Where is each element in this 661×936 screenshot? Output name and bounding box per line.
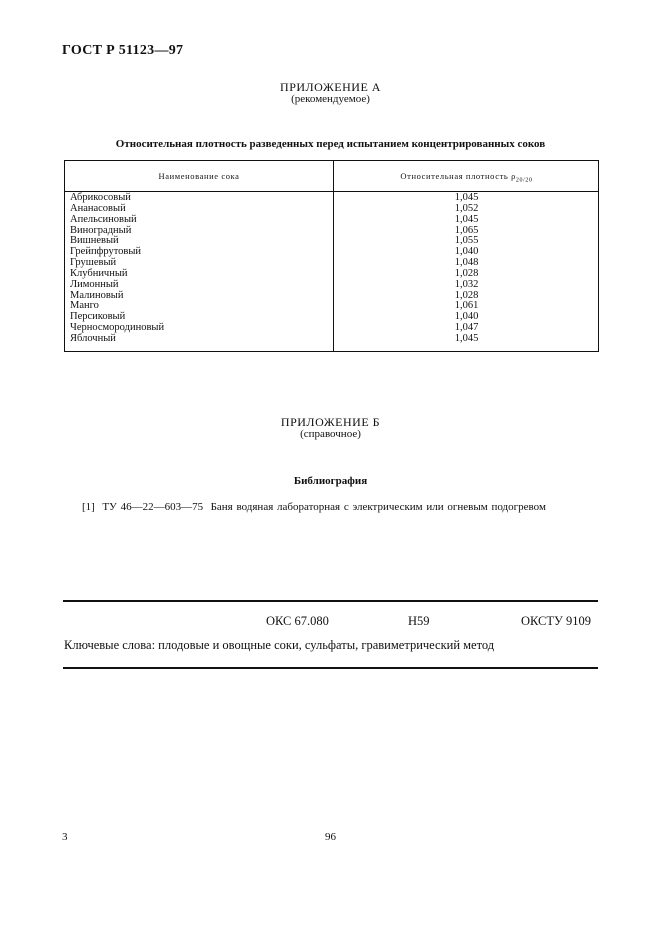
page-number-center: 96 [325,831,336,843]
density-value-cell: 1,045 [454,213,479,225]
juice-name-cell: Грейпфрутовый [70,246,142,258]
juice-name-cell: Манго [70,300,99,312]
juice-name-cell: Черносмородиновый [70,322,165,334]
juice-name-cell: Ананасовый [70,202,126,214]
juice-name-cell: Грушевый [70,257,117,269]
juice-name-cell: Персиковый [70,311,126,323]
table-row [65,291,598,302]
density-value-cell: 1,061 [454,300,479,312]
table-row [65,269,598,280]
density-value-cell: 1,047 [454,322,479,334]
table-row [65,334,598,345]
table-row [65,226,598,237]
juice-name-cell: Яблочный [70,332,116,344]
density-value-cell: 1,065 [454,224,479,236]
appendix-b-title: ПРИЛОЖЕНИЕ Б [280,415,381,429]
table-row [65,258,598,269]
density-value-cell: 1,028 [454,289,479,301]
bibliography-entry: [1] ТУ 46—22—603—75 Баня водяная лабораторная с электрическим или огневым подогревом [82,501,546,513]
table-row [65,247,598,258]
divider-top [63,600,598,602]
density-value-cell: 1,052 [454,202,479,214]
table-caption: Относительная плотность разведенных перед испытанием концентрированных соков [115,138,546,150]
density-value-cell: 1,055 [454,235,479,247]
divider-bottom [63,667,598,669]
column-header-juice-name: Наименование сока [158,171,240,181]
okstu-code: ОКСТУ 9109 [521,614,592,628]
bibliography-heading: Библиография [293,475,368,487]
column-header-density-label: Относительная плотность ρ [400,171,516,181]
density-value-cell: 1,040 [454,246,479,258]
juice-name-cell: Клубничный [70,267,128,279]
table-row [65,323,598,334]
juice-name-cell: Малиновый [70,289,124,301]
density-value-cell: 1,040 [454,311,479,323]
juice-name-cell: Абрикосовый [70,192,131,203]
page-number-left: 3 [62,831,68,843]
table-header-divider [65,191,598,192]
density-value-cell: 1,045 [454,192,479,203]
density-value-cell: 1,028 [454,267,479,279]
appendix-b-subtitle: (справочное) [300,428,361,440]
keywords: Ключевые слова: плодовые и овощные соки, сульфаты, гравиметрический метод [64,638,495,652]
juice-name-cell: Виноградный [70,224,132,236]
okc-code: ОКС 67.080 [266,614,329,628]
standard-code: ГОСТ Р 51123—97 [62,43,184,58]
density-value-cell: 1,032 [454,278,479,290]
column-header-density [333,171,600,184]
table-row [65,236,598,247]
table-row [65,204,598,215]
column-header-density-subscript: 20/20 [515,177,533,184]
table-body [65,193,598,345]
table-row [65,193,598,204]
appendix-a-title: ПРИЛОЖЕНИЕ А [280,80,381,94]
appendix-a-subtitle: (рекомендуемое) [291,93,370,105]
table-row [65,215,598,226]
group-code: Н59 [408,614,430,628]
table-row [65,280,598,291]
table-row [65,301,598,312]
juice-name-cell: Лимонный [70,278,119,290]
density-value-cell: 1,045 [454,332,479,344]
juice-name-cell: Вишневый [70,235,119,247]
density-value-cell: 1,048 [454,257,479,269]
juice-name-cell: Апельсиновый [70,213,137,225]
density-table [64,160,599,352]
